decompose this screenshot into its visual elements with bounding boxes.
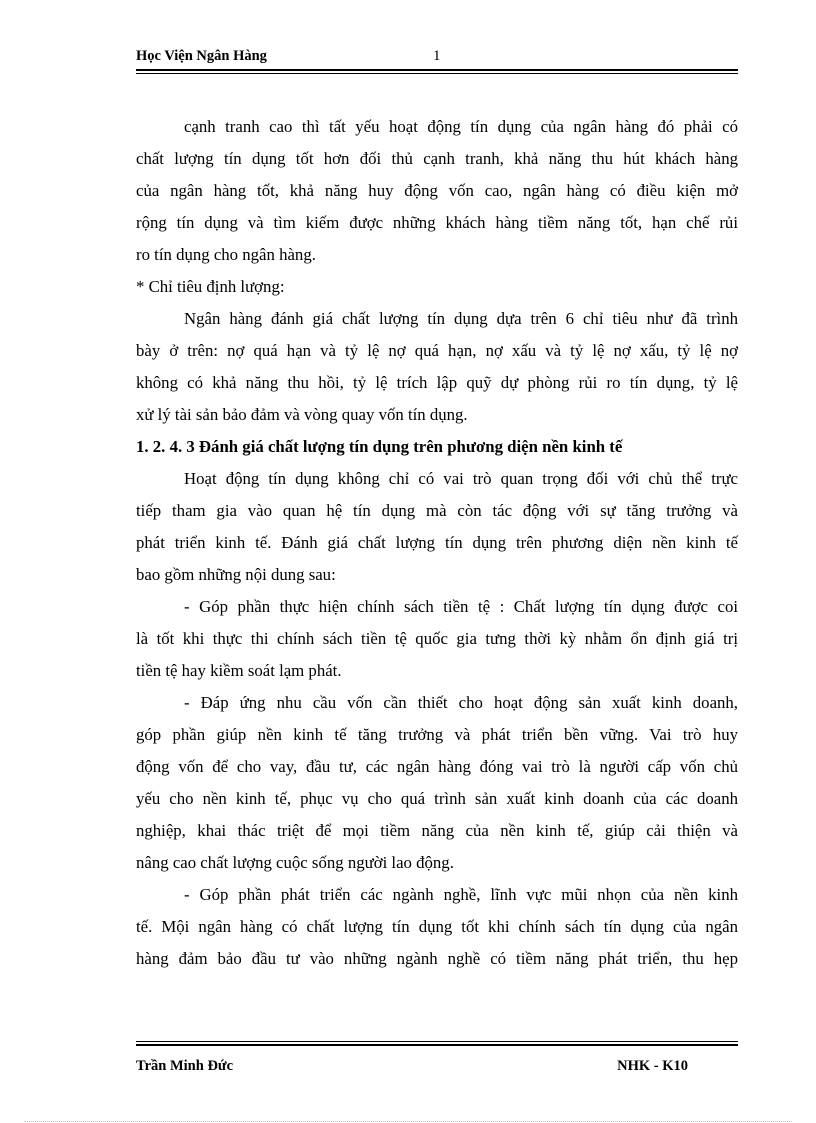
bullet-line: - Đáp ứng nhu cầu vốn cần thiết cho hoạt động sản xuất kinh doanh, <box>184 693 738 712</box>
paragraph-line: tiếp tham gia vào quan hệ tín dụng mà còn tác động với sự tăng trưởng và <box>136 501 738 520</box>
paragraph-line: nghiệp, khai thác triệt để mọi tiềm năng của nền kinh tế, giúp cải thiện và <box>136 821 738 840</box>
header-rule <box>136 69 738 74</box>
paragraph-line: tế. Mội ngân hàng có chất lượng tín dụng tốt khi chính sách tín dụng của ngân <box>136 917 738 936</box>
paragraph-line: tiền tệ hay kiềm soát lạm phát. <box>136 661 342 680</box>
paragraph-line: ro tín dụng cho ngân hàng. <box>136 245 316 264</box>
footer-class-code: NHK - K10 <box>617 1058 688 1074</box>
paragraph-line: rộng tín dụng và tìm kiếm được những khách hàng tiềm năng tốt, hạn chế rủi <box>136 213 738 232</box>
paragraph-line: Hoạt động tín dụng không chỉ có vai trò quan trọng đối với chủ thể trực <box>184 469 738 488</box>
paragraph-line: bao gồm những nội dung sau: <box>136 565 336 584</box>
paragraph-line: của ngân hàng tốt, khả năng huy động vốn cao, ngân hàng có điều kiện mở <box>136 181 738 200</box>
page-footer <box>136 1058 738 1078</box>
section-heading: 1. 2. 4. 3 Đánh giá chất lượng tín dụng trên phương diện nền kinh tế <box>136 437 623 456</box>
document-body <box>136 111 738 975</box>
header-institution: Học Viện Ngân Hàng <box>136 48 267 64</box>
paragraph-line: xử lý tài sản bảo đảm và vòng quay vốn tín dụng. <box>136 405 468 424</box>
subheading-quantitative: * Chỉ tiêu định lượng: <box>136 277 285 296</box>
paragraph-line: chất lượng tín dụng tốt hơn đối thủ cạnh tranh, khả năng thu hút khách hàng <box>136 149 738 168</box>
bullet-line: - Góp phần thực hiện chính sách tiền tệ : Chất lượng tín dụng được coi <box>184 597 738 616</box>
bullet-line: - Góp phần phát triển các ngành nghề, lĩnh vực mũi nhọn của nền kinh <box>184 885 738 904</box>
paragraph-line: góp phần giúp nền kinh tế tăng trưởng và phát triển bền vững. Vai trò huy <box>136 725 738 744</box>
paragraph-line: Ngân hàng đánh giá chất lượng tín dụng dựa trên 6 chỉ tiêu như đã trình <box>184 309 738 328</box>
paragraph-line: hàng đảm bảo đầu tư vào những ngành nghề có tiềm năng phát triển, thu hẹp <box>136 949 738 968</box>
page-edge-divider <box>24 1121 792 1122</box>
paragraph-line: động vốn để cho vay, đầu tư, các ngân hàng đóng vai trò là người cấp vốn chủ <box>136 757 738 776</box>
paragraph-line: bày ở trên: nợ quá hạn và tỷ lệ nợ quá hạn, nợ xấu và tỷ lệ nợ xấu, tỷ lệ nợ <box>136 341 738 360</box>
paragraph-line: không có khả năng thu hồi, tỷ lệ trích lập quỹ dự phòng rủi ro tín dụng, tỷ lệ <box>136 373 738 392</box>
paragraph-line: phát triển kinh tế. Đánh giá chất lượng tín dụng trên phương diện nền kinh tế <box>136 533 738 552</box>
paragraph-line: là tốt khi thực thi chính sách tiền tệ quốc gia tưng thời kỳ nhằm ổn định giá trị <box>136 629 738 648</box>
paragraph-line: cạnh tranh cao thì tất yếu hoạt động tín dụng của ngân hàng đó phải có <box>184 117 738 136</box>
footer-rule <box>136 1041 738 1046</box>
page-header <box>136 48 738 68</box>
page-number: 1 <box>433 48 441 64</box>
paragraph-line: nâng cao chất lượng cuộc sống người lao động. <box>136 853 454 872</box>
paragraph-line: yếu cho nền kinh tế, phục vụ cho quá trình sản xuất kinh doanh của các doanh <box>136 789 738 808</box>
footer-author: Trần Minh Đức <box>136 1058 234 1074</box>
